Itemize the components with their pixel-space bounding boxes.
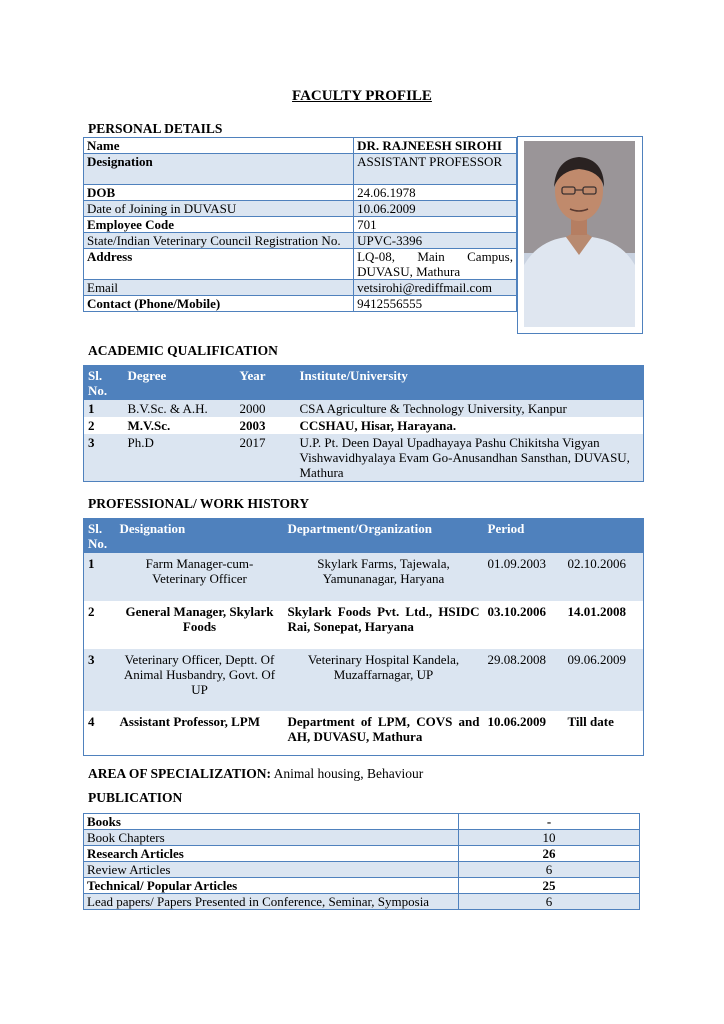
personal-details-table: [83, 137, 517, 312]
academic-heading: ACADEMIC QUALIFICATION: [88, 343, 278, 358]
work-row: 3 Veterinary Officer, Deptt. Of Animal Husbandry, Govt. Of UP Veterinary Hospital Kandela, Muzaffarnagar, UP 29.08.2008 09.06.2009: [84, 649, 644, 711]
personal-row-dob: DOB 24.06.1978: [84, 185, 517, 201]
email-link[interactable]: vetsirohi@rediffmail.com: [354, 280, 517, 296]
publication-row: Review Articles 6: [84, 862, 640, 878]
academic-header-row: Sl. No. Degree Year Institute/University: [84, 366, 644, 401]
work-row: 1 Farm Manager-cum-Veterinary Officer Skylark Farms, Tajewala, Yamunanagar, Haryana 01.09.2003 02.10.2006: [84, 553, 644, 601]
publication-row: Books -: [84, 814, 640, 830]
personal-row-contact: Contact (Phone/Mobile) 9412556555: [84, 296, 517, 312]
personal-row-name: Name DR. RAJNEESH SIROHI: [84, 138, 517, 154]
work-history-heading: PROFESSIONAL/ WORK HISTORY: [88, 496, 310, 511]
personal-row-registration: State/Indian Veterinary Council Registration No. UPVC-3396: [84, 233, 517, 249]
personal-details-heading: PERSONAL DETAILS: [88, 121, 223, 136]
publication-table: [83, 813, 640, 910]
work-history-table: [83, 518, 644, 756]
personal-row-employee-code: Employee Code 701: [84, 217, 517, 233]
personal-row-address: Address LQ-08, Main Campus, DUVASU, Mathura: [84, 249, 517, 280]
personal-row-email: Email vetsirohi@rediffmail.com: [84, 280, 517, 296]
academic-row: 3 Ph.D 2017 U.P. Pt. Deen Dayal Upadhayaya Pashu Chikitsha Vigyan Vishwavidhyalaya Evam Go-Anusandhan Sansthan, DUVASU, Mathura: [84, 434, 644, 482]
publication-row: Technical/ Popular Articles 25: [84, 878, 640, 894]
work-row: 4 Assistant Professor, LPM Department of LPM, COVS and AH, DUVASU, Mathura 10.06.2009 Till date: [88, 714, 614, 744]
personal-row-joining: Date of Joining in DUVASU 10.06.2009: [84, 201, 517, 217]
specialization-label: AREA OF SPECIALIZATION:: [88, 766, 272, 781]
profile-photo: [517, 136, 643, 334]
academic-row: 2 M.V.Sc. 2003 CCSHAU, Hisar, Harayana.: [88, 418, 457, 433]
academic-table: [83, 365, 644, 482]
work-header-row: Sl. No. Designation Department/Organization Period: [84, 519, 644, 554]
work-row: 2 General Manager, Skylark Foods Skylark Foods Pvt. Ltd., HSIDC Rai, Sonepat, Haryana 03.10.2006 14.01.2008: [88, 604, 626, 634]
personal-row-designation: Designation ASSISTANT PROFESSOR: [84, 154, 517, 185]
publication-row: Research Articles 26: [84, 846, 640, 862]
publication-row: Book Chapters 10: [84, 830, 640, 846]
publication-row: Lead papers/ Papers Presented in Conference, Seminar, Symposia 6: [84, 894, 640, 910]
publication-heading: PUBLICATION: [88, 790, 183, 805]
page-title: FACULTY PROFILE: [292, 88, 432, 104]
academic-row: 1 B.V.Sc. & A.H. 2000 CSA Agriculture & Technology University, Kanpur: [84, 400, 644, 417]
specialization-value: Animal housing, Behaviour: [271, 766, 424, 781]
specialization-line: [88, 766, 423, 782]
